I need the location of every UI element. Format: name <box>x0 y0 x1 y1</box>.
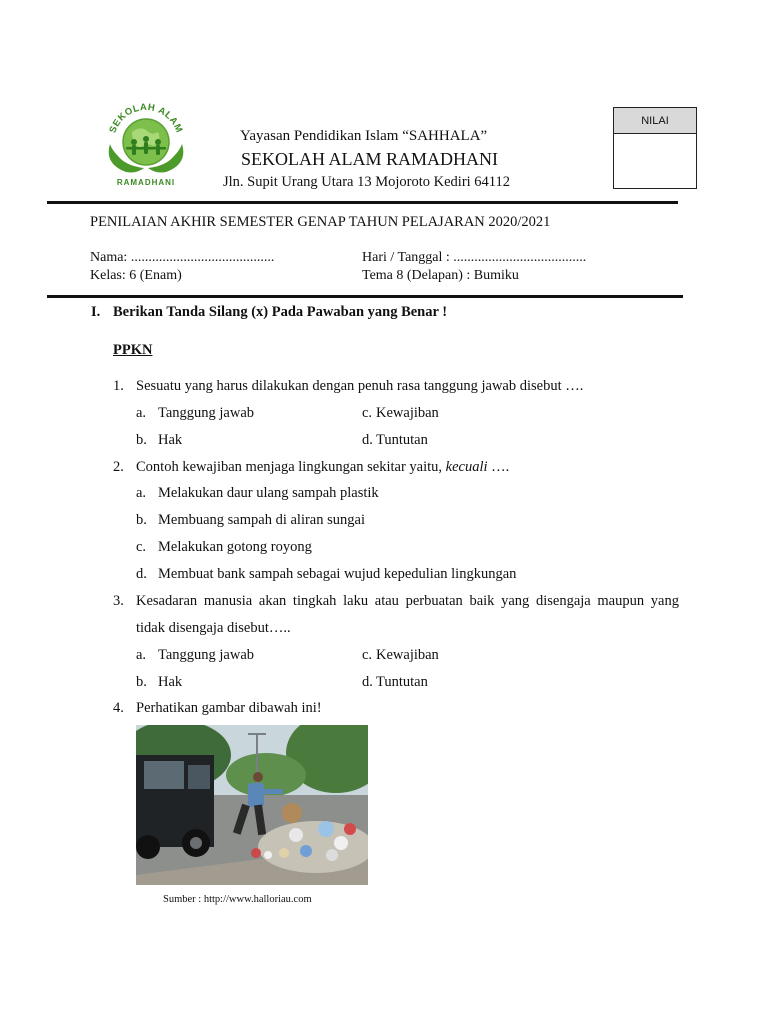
q2-option-d[interactable]: Membuat bank sampah sebagai wujud kepedulian lingkungan <box>158 566 517 582</box>
q3-option-c[interactable]: Kewajiban <box>376 647 439 663</box>
school-address: Jln. Supit Urang Utara 13 Mojoroto Kediri 64112 <box>223 174 511 190</box>
q3-option-c-letter: c. <box>362 647 373 663</box>
question-2-text-ellipsis: …. <box>487 459 510 475</box>
q2-option-a[interactable]: Melakukan daur ulang sampah plastik <box>158 485 379 501</box>
day-date-field-label: Hari / Tanggal : ...................................... <box>362 250 587 265</box>
q2-option-b-letter: b. <box>136 512 147 528</box>
q1-option-d-letter: d. <box>362 432 373 448</box>
q1-option-b[interactable]: Hak <box>158 432 183 448</box>
q2-option-d-letter: d. <box>136 566 147 582</box>
header-divider <box>47 201 678 204</box>
question-3-number: 3. <box>113 593 124 609</box>
q2-option-c-letter: c. <box>136 539 147 555</box>
q1-option-a-letter: a. <box>136 405 147 421</box>
school-name: SEKOLAH ALAM RAMADHANI <box>241 149 499 169</box>
class-field-label: Kelas: 6 (Enam) <box>90 268 182 283</box>
score-box-label: NILAI <box>614 108 696 134</box>
trash-pile-photo <box>136 725 368 885</box>
logo-text-top: SEKOLAH ALAM <box>107 101 185 135</box>
question-1-number: 1. <box>113 378 124 394</box>
q3-option-d-letter: d. <box>362 674 373 690</box>
question-4-number: 4. <box>113 700 124 716</box>
name-field-label: Nama: ......................................... <box>90 250 275 265</box>
subject-heading: PPKN <box>113 342 153 358</box>
q1-option-c-letter: c. <box>362 405 373 421</box>
q2-option-b[interactable]: Membuang sampah di aliran sungai <box>158 512 365 528</box>
question-1-text: Sesuatu yang harus dilakukan dengan penuh rasa tanggung jawab disebut …. <box>136 378 584 394</box>
question-2-text-emphasis: kecuali <box>445 459 488 475</box>
question-2-number: 2. <box>113 459 124 475</box>
question-2-text-main: Contoh kewajiban menjaga lingkungan sekitar yaitu, <box>136 459 446 475</box>
foundation-name: Yayasan Pendidikan Islam “SAHHALA” <box>240 128 488 144</box>
score-box <box>613 107 697 189</box>
section-instruction: Berikan Tanda Silang (x) Pada Pawaban yang Benar ! <box>113 304 448 320</box>
section-number: I. <box>91 304 101 320</box>
exam-title: PENILAIAN AKHIR SEMESTER GENAP TAHUN PELAJARAN 2020/2021 <box>90 214 551 230</box>
q1-option-d[interactable]: Tuntutan <box>376 432 428 448</box>
question-2-text <box>136 459 509 476</box>
school-logo <box>96 92 196 190</box>
q3-option-a-letter: a. <box>136 647 147 663</box>
q1-option-a[interactable]: Tanggung jawab <box>158 405 255 421</box>
theme-field-label: Tema 8 (Delapan) : Bumiku <box>362 268 519 283</box>
logo-text-bottom: RAMADHANI <box>116 178 176 187</box>
q3-option-b[interactable]: Hak <box>158 674 183 690</box>
q3-option-a[interactable]: Tanggung jawab <box>158 647 255 663</box>
question-4-text: Perhatikan gambar dibawah ini! <box>136 700 322 716</box>
q2-option-a-letter: a. <box>136 485 147 501</box>
question-3-text-line1: Kesadaran manusia akan tingkah laku atau perbuatan baik yang disengaja maupun yang <box>136 593 679 609</box>
q2-option-c[interactable]: Melakukan gotong royong <box>158 539 312 555</box>
q3-option-b-letter: b. <box>136 674 147 690</box>
q3-option-d[interactable]: Tuntutan <box>376 674 428 690</box>
q1-option-b-letter: b. <box>136 432 147 448</box>
image-source-caption: Sumber : http://www.halloriau.com <box>163 894 312 905</box>
info-divider <box>47 295 683 298</box>
question-3-text-line2: tidak disengaja disebut….. <box>136 620 291 636</box>
q1-option-c[interactable]: Kewajiban <box>376 405 439 421</box>
